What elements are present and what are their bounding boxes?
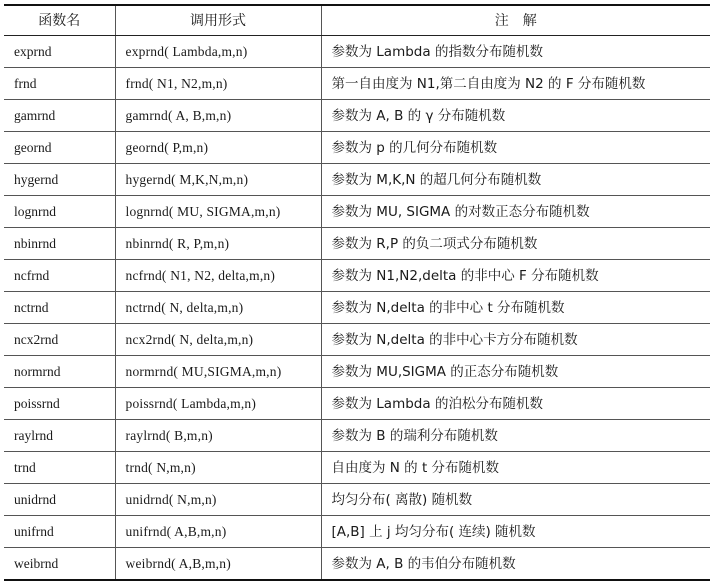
description-cell: 参数为 N1,N2,delta 的非中心 F 分布随机数 xyxy=(321,260,710,292)
table-row xyxy=(4,420,710,452)
call-form-cell: weibrnd( A,B,m,n) xyxy=(115,548,321,581)
function-name-cell: nbinrnd xyxy=(4,228,115,260)
description-cell: 参数为 N,delta 的非中心卡方分布随机数 xyxy=(321,324,710,356)
function-name-cell: normrnd xyxy=(4,356,115,388)
description-cell: 第一自由度为 N1,第二自由度为 N2 的 F 分布随机数 xyxy=(321,68,710,100)
table-row xyxy=(4,196,710,228)
header-description: 注 解 xyxy=(321,5,710,36)
table-row xyxy=(4,292,710,324)
description-cell: 均匀分布( 离散) 随机数 xyxy=(321,484,710,516)
function-name-cell: gamrnd xyxy=(4,100,115,132)
description-cell: 参数为 Lambda 的泊松分布随机数 xyxy=(321,388,710,420)
table-row xyxy=(4,356,710,388)
table-row xyxy=(4,484,710,516)
function-name-cell: unifrnd xyxy=(4,516,115,548)
function-name-cell: weibrnd xyxy=(14,555,59,571)
description-cell: 参数为 MU, SIGMA 的对数正态分布随机数 xyxy=(321,196,710,228)
table-row xyxy=(4,516,710,548)
function-name-cell: ncx2rnd xyxy=(4,324,115,356)
function-name-cell: raylrnd xyxy=(4,420,115,452)
description-cell: 参数为 A, B 的韦伯分布随机数 xyxy=(321,548,710,581)
description-cell: 参数为 Lambda 的指数分布随机数 xyxy=(321,36,710,68)
call-form-cell: geornd( P,m,n) xyxy=(115,132,321,164)
call-form-cell: ncx2rnd( N, delta,m,n) xyxy=(115,324,321,356)
table-row xyxy=(4,68,710,100)
table-row xyxy=(4,388,710,420)
function-name-cell: trnd xyxy=(4,452,115,484)
description-cell: 参数为 p 的几何分布随机数 xyxy=(321,132,710,164)
call-form-cell: gamrnd( A, B,m,n) xyxy=(115,100,321,132)
table-row xyxy=(4,132,710,164)
header-function-name: 函数名 xyxy=(4,5,115,36)
call-form-cell: unifrnd( A,B,m,n) xyxy=(115,516,321,548)
description-cell: 参数为 B 的瑞利分布随机数 xyxy=(321,420,710,452)
description-cell: 参数为 N,delta 的非中心 t 分布随机数 xyxy=(321,292,710,324)
function-name-cell: ncfrnd xyxy=(4,260,115,292)
table-row xyxy=(4,164,710,196)
function-name-cell: nctrnd xyxy=(4,292,115,324)
call-form-cell: trnd( N,m,n) xyxy=(115,452,321,484)
function-name-cell: unidrnd xyxy=(4,484,115,516)
call-form-cell: normrnd( MU,SIGMA,m,n) xyxy=(115,356,321,388)
table-row xyxy=(4,36,710,68)
call-form-cell: exprnd( Lambda,m,n) xyxy=(115,36,321,68)
description-cell: [A,B] 上 j 均匀分布( 连续) 随机数 xyxy=(321,516,710,548)
random-function-table xyxy=(4,4,710,581)
function-name-cell: hygernd xyxy=(4,164,115,196)
description-cell: 参数为 R,P 的负二项式分布随机数 xyxy=(321,228,710,260)
description-cell: 参数为 A, B 的 γ 分布随机数 xyxy=(321,100,710,132)
table-row xyxy=(4,548,710,581)
table-row xyxy=(4,452,710,484)
function-name-cell: lognrnd xyxy=(4,196,115,228)
function-name-cell: geornd xyxy=(4,132,115,164)
table-header-row xyxy=(4,5,710,36)
table-row xyxy=(4,100,710,132)
description-cell: 参数为 MU,SIGMA 的正态分布随机数 xyxy=(321,356,710,388)
call-form-cell: nctrnd( N, delta,m,n) xyxy=(115,292,321,324)
description-cell: 自由度为 N 的 t 分布随机数 xyxy=(321,452,710,484)
call-form-cell: lognrnd( MU, SIGMA,m,n) xyxy=(115,196,321,228)
function-name-cell: exprnd xyxy=(4,36,115,68)
table-row xyxy=(4,260,710,292)
table-body xyxy=(4,36,710,581)
function-name-cell: poissrnd xyxy=(4,388,115,420)
description-cell: 参数为 M,K,N 的超几何分布随机数 xyxy=(321,164,710,196)
call-form-cell: unidrnd( N,m,n) xyxy=(115,484,321,516)
call-form-cell: poissrnd( Lambda,m,n) xyxy=(115,388,321,420)
call-form-cell: frnd( N1, N2,m,n) xyxy=(115,68,321,100)
call-form-cell: ncfrnd( N1, N2, delta,m,n) xyxy=(115,260,321,292)
header-call-form: 调用形式 xyxy=(115,5,321,36)
table-row xyxy=(4,324,710,356)
call-form-cell: hygernd( M,K,N,m,n) xyxy=(115,164,321,196)
call-form-cell: nbinrnd( R, P,m,n) xyxy=(115,228,321,260)
table-row xyxy=(4,228,710,260)
call-form-cell: raylrnd( B,m,n) xyxy=(115,420,321,452)
function-name-cell: frnd xyxy=(4,68,115,100)
